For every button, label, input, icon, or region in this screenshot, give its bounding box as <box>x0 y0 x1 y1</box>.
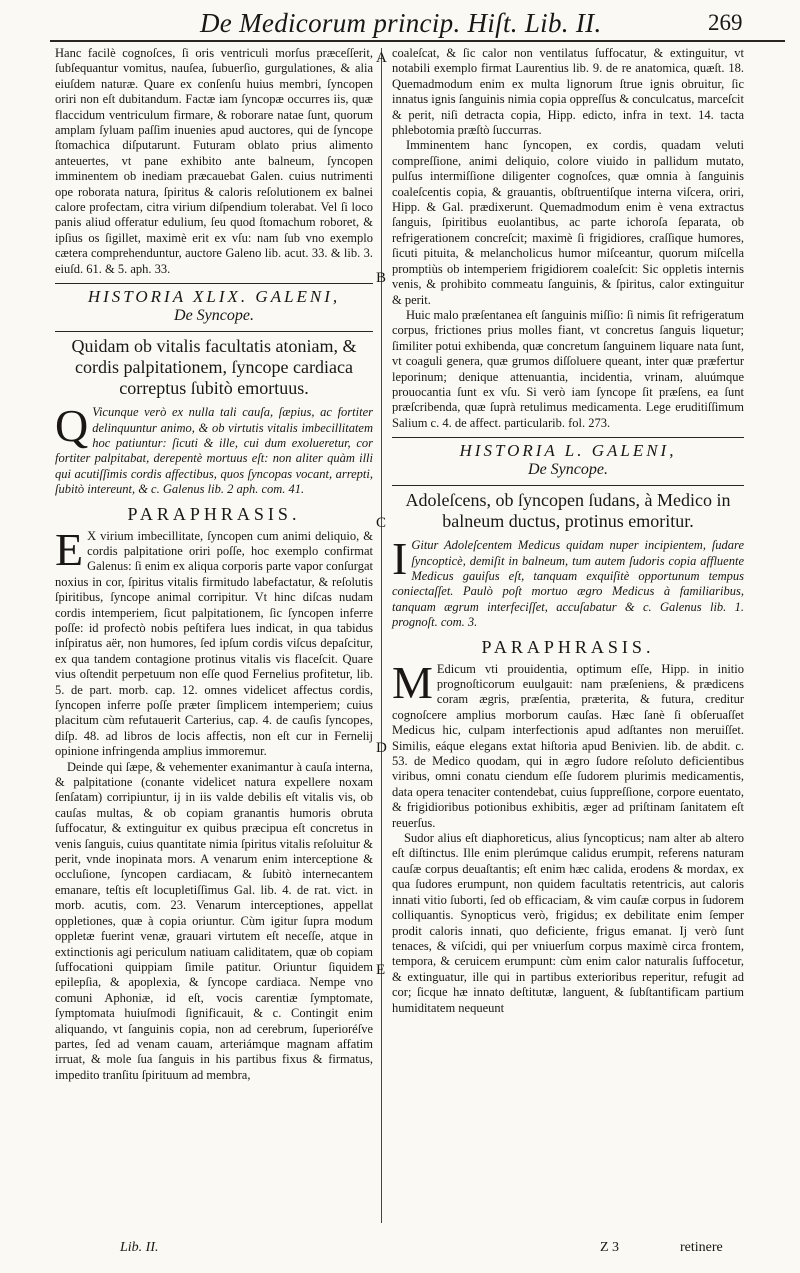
paraphrasis-50-paragraph-2: Sudor alius eſt diaphoreticus, alius ſyncopticus; nam alter ab altero eſt diſtinctus. Ille enim plerúmque calidus erumpit, referens naturam cauſæ corpus deuaſtantis; eſt enim hæc calida, erodens & mordax, ex qua ſudores erumpunt, non quidem facultatis retentricis, aut caloris innati vitio ſuborti, ſed ob efficaciam, & vim cauſæ corpus in ſudorem colliquantis. Synopticus verò, frigidus; ex debilitate enim ſemper prodit caloris innati, quo deficiente, frigus emanat. Ij verò ſunt tenaces, & viſcidi, qui per vniuerſum corpus maximè circa frontem, tempora, & ceruicem erumpunt: cùm enim calor naturalis ſuffocetur, & extinguatur, ille qui in partibus exterioribus reperitur, refugit ad cor; ſicque hæ innato deſtitutæ, languent, & ſubſtantificam partium humiditatem nequeunt <box>392 831 744 1015</box>
margin-letter-d: D <box>376 740 387 756</box>
dropcap-m: M <box>392 656 433 708</box>
history-50-quote-text: Gitur Adoleſcentem Medicus quidam nuper incipientem, ſudare ſyncopticè, demiſit in balneum, tum autem ſudoris copia affluente Medicus gauiſus eſt, tanquam exquiſitè opportunum tempus coniectaſſet. Paulò poſt mortuo ægro Medicus à familiaribus, tanquam ægrum interfeciſſet, accuſabatur & c. Galenus lib. 1. prognoſt. com. 3. <box>392 538 744 630</box>
paraphrasis-50-paragraph-1: Edicum vti prouidentia, optimum eſſe, Hipp. in initio prognoſticorum euulgauit: nam præſeniens, & prædicens coram ægris, præſentia, præterita, & futura, creditur cognoſcere amplius morborum cauſas. Hæc ſanè ſi obſeruaſſet Medicus hic, culpam interfectionis apud adſtantes non meruiſſet. Similis, eáque elegans extat hiſtoria apud Benivien. lib. de abdit. c. 53. de Medico quodam, qui in ægro ſudore reſoluto deficientibus viribus, omni conatu ciendum eſſe ſudorem plurimis medicamentis, data opera tenaciter contendebat, cuius ſuppreſſione, corpore euentato, & frigidioribus potionibus exhibitis, æger ad priſtinam ſanitatem eſt reuerſus. <box>392 661 744 830</box>
margin-letter-e: E <box>376 962 386 978</box>
history-50-title: HISTORIA L. GALENI, <box>459 441 677 461</box>
history-49-title: HISTORIA XLIX. GALENI, <box>87 287 341 307</box>
left-intro-text: Hanc facilè cognoſces, ſi oris ventriculi morſus præceſſerit, ſubſequantur vomitus, nauſea, ſubuerſio, gurgulationes, & alia eiuſdem naturæ. Quare ex conſenſu huius membri, ſyncopen oriri non eſt dubitandum. Factæ iam ſyncopæ occurres iis, quæ flaccidum ventriculum firmare, & roborare natae ſunt, quorum amplam ſyluam paſſim inuenies apud auctores, qui de ſyncope ſtomachica diſputarunt. Futuram oblato prius alimento anteuertes, vt pane exhibito ante balneum, ſyncopen imminentem ob inediam præcauebat Galen. cuius nutrimenti ope roborata natura, ſpiritus & caloris reſolutionem ex balnei calore profectam, citra virium diſpendium tolerabat. Vel ſi loco panis aliud offeratur edulium, ſeu quod ſtomachum roboret, & ipſius os ſigillet, maximè erit ex vſu: nam ſub vno exemplo cætera comprehenduntur, auctore Galeno lib. acut. 33. & lib. 3. eiuſd. 61. & 5. aph. 33. <box>55 46 373 276</box>
signature-mark: Z 3 <box>600 1240 620 1255</box>
dropcap-i: I <box>392 533 408 585</box>
history-50-summary: Adoleſcens, ob ſyncopen ſudans, à Medico in balneum ductus, protinus emoritur. <box>405 490 731 532</box>
paraphrasis-heading: PARAPHRASIS. <box>127 503 301 524</box>
running-head <box>0 6 800 40</box>
history-50-quote <box>392 533 744 630</box>
dropcap-q: Q <box>55 400 89 452</box>
paraphrasis-50 <box>392 656 744 831</box>
section-rule <box>55 283 373 284</box>
paraphrasis-49-paragraph-2: Deinde qui ſæpe, & vehementer exanimantur à cauſa interna, & palpitatione (conante videlicet natura expellere noxam ſenſatam) corripiuntur, ij in iis valde debilis eſt vitalis vis, ob cauſas multas, & ob copiam granantis humoris obruta ſuffocatur, & extinguitur ex quibus præcipua eſt concretus in venis ſanguis, cuius quantitate nimia ſpiritus vitalis reſoluitur & perit, vnde inopinata mors. A venarum enim interceptione & occluſione, ſyncopen cardiacam, & ſubitò internecantem emanare, teſtis eſt locupletiſſimus Gal. lib. 4. de rat. vict. in morb. acutis, com. 23. Venarum interceptiones, appellat oppletiones, quæ à copia oriuntur. Cùm igitur ſupra modum oppletæ fuerint venæ, grauari virtutem eſt neceſſe, atque in extinctionis agi periculum natiuam caliditatem, quæ ob copiam ſuffocationi quippiam ſimile patitur. Oriuntur ſiquidem epilepſia, & apoplexia, & ſyncope cardiaca. Nempe vno comuni Aphoniæ, id eſt, vocis carentiæ ſymptomate, ſymptomata huiuſmodi ſignificauit, & c. Contingit enim aliquando, vt ſanguinis copia, non ad cerebrum, ſuperioréſve partes, ſed ad venam cauam, arteriámque magnam affatim irruat, & mole ſua ſanguis in his partibus fixus & firmatus, impedito tranſitu ſpirituum ad membra, <box>55 759 373 1082</box>
margin-letter-b: B <box>376 270 387 286</box>
column-divider <box>381 48 382 1223</box>
right-text-2: Imminentem hanc ſyncopen, ex cordis, quadam veluti compreſſione, animi deliquio, colore viuido in pallidum mutato, pulſus intermiſſione diligenter cognoſces, quæ omnia à ſanguinis coaleſcentis copia, & grauantis, obſtruentiſque interna viſcera, oriri, Hipp. & Gal. prædixerunt. Quemadmodum enim è vena extractus ſanguis, ſpiritibus euolantibus, ac parte ichoroſa ſeparata, ob refrigerationem concreſcit; maximè ſi frigidiores, craſſique humores, ſicuti pituita, & melancholicus humor miſceantur, quorum miſcella promptiùs ob intemperiem frigidiorem coaleſcit: Sic oppletis internis venis, & prohibito commeatu ſanguinis, & ſpiritus, calor extinguitur & perit. <box>392 138 744 307</box>
catchword: retinere <box>680 1240 723 1255</box>
margin-letter-c: C <box>376 515 387 531</box>
history-49-subtitle: De Syncope. <box>174 307 254 325</box>
footer-book-label: Lib. II. <box>120 1240 159 1255</box>
section-rule <box>55 331 373 332</box>
dropcap-e: E <box>55 523 84 575</box>
history-49-summary: Quidam ob vitalis facultatis atoniam, & cordis palpitationem, ſyncope cardiaca correptus ſubitò emortuus. <box>71 336 357 399</box>
right-intro-text: coaleſcat, & ſic calor non ventilatus ſuffocatur, & extinguitur, vt notabili exemplo firmat Laurentius lib. 9. de re anatomica, quæſt. 18. Quemadmodum enim ex multa lignorum ſtrue ignis obruitur, ſic innatus ignis ſanguinis nimia copia oppreſſus & conculcatus, marceſcit & perit, niſi detracta copia, Hipp. edicto, infra in text. 14. tacta phlebotomia præſtò ſuccurras. <box>392 46 744 138</box>
right-text-3: Huic malo præſentanea eſt ſanguinis miſſio: ſi nimis ſit refrigeratum corpus, frictiones prius molles fiant, vt concretus ſanguis liquetur; ſimiliter potui exhibenda, quæ concretum ſanguinem liquare nata ſunt, vt coaguli genera, quæ grumos diſſoluere queant, inter quæ præfertur leporinum; denique attenuantia, incidentia, vrinam, aluúmque prouocantia ſunt ex vſu. Si verò iam ſyncope ſit præſens, ea ſunt præſcribenda, quæ ſuprà retulimus medicamenta. Lege eruditiſſimum Salium c. 4. de affect. particularib. fol. 273. <box>392 307 744 430</box>
header-rule <box>50 40 785 42</box>
paraphrasis-heading: PARAPHRASIS. <box>481 636 655 657</box>
history-49-quote-text: Vicunque verò ex nulla tali cauſa, ſæpius, ac fortiter delinquuntur animo, & ob virtutis vitalis imbecillitatem hoc patiuntur: ſicuti & ille, cui dum exolueretur, cor fortiter palpitabat, derepentè mortuus eſt: non aliter quàm illi qui acutiſſimis cordis affectibus, quos ſyncopas vocant, arrepti, ſubitò intereunt, & c. Galenus lib. 2 aph. com. 41. <box>55 405 373 497</box>
left-column <box>55 46 373 1083</box>
page-number: 269 <box>708 10 743 35</box>
history-50-subtitle: De Syncope. <box>528 461 608 479</box>
section-rule <box>392 485 744 486</box>
margin-letter-a: A <box>376 50 387 66</box>
paraphrasis-49-paragraph-1: X virium imbecillitate, ſyncopen cum animi deliquio, & cordis palpitatione oriri poſſe, hoc exemplo confirmat Galenus: ſi enim ex aliqua corporis parte vapor conſurgat noxius in cor, ſpiritus vitalis firmitudo labefactatur, & reſolutis ſpiritibus, ſyncope animal corripitur. Vt hinc diſcas nudam cordis intemperiem, ſicut palpitationem, ſic ſyncopen inferre poſſe: id profectò nobis peſtifera lues indicat, in qua tabidus inſpiratus aër, non humores, ſed ipſum cordis viſcus depaſcitur, ex qua tandem contagione protinus vitalis vis flaceſcit. Quare vius oſtendit perpetuum non eſſe quod Fernelius profitetur, lib. 5. de part. morb. cap. 12. omnes videlicet affectus cordis, ſyncopen inferre poſſe præter ſimplicem intemperiem; cuius placitum cùm refutauerit Carterius, cap. 4. de cauſis ſyncopes, diſp. 48. ad libros de locis affectis, non eſt cur in Fernelij opinione infringenda amplius immoremur. <box>55 528 373 759</box>
history-49-quote <box>55 400 373 497</box>
section-rule <box>392 437 744 438</box>
running-head-title: De Medicorum princip. Hiſt. Lib. II. <box>200 8 602 38</box>
paraphrasis-49 <box>55 523 373 760</box>
right-column <box>392 46 744 1016</box>
